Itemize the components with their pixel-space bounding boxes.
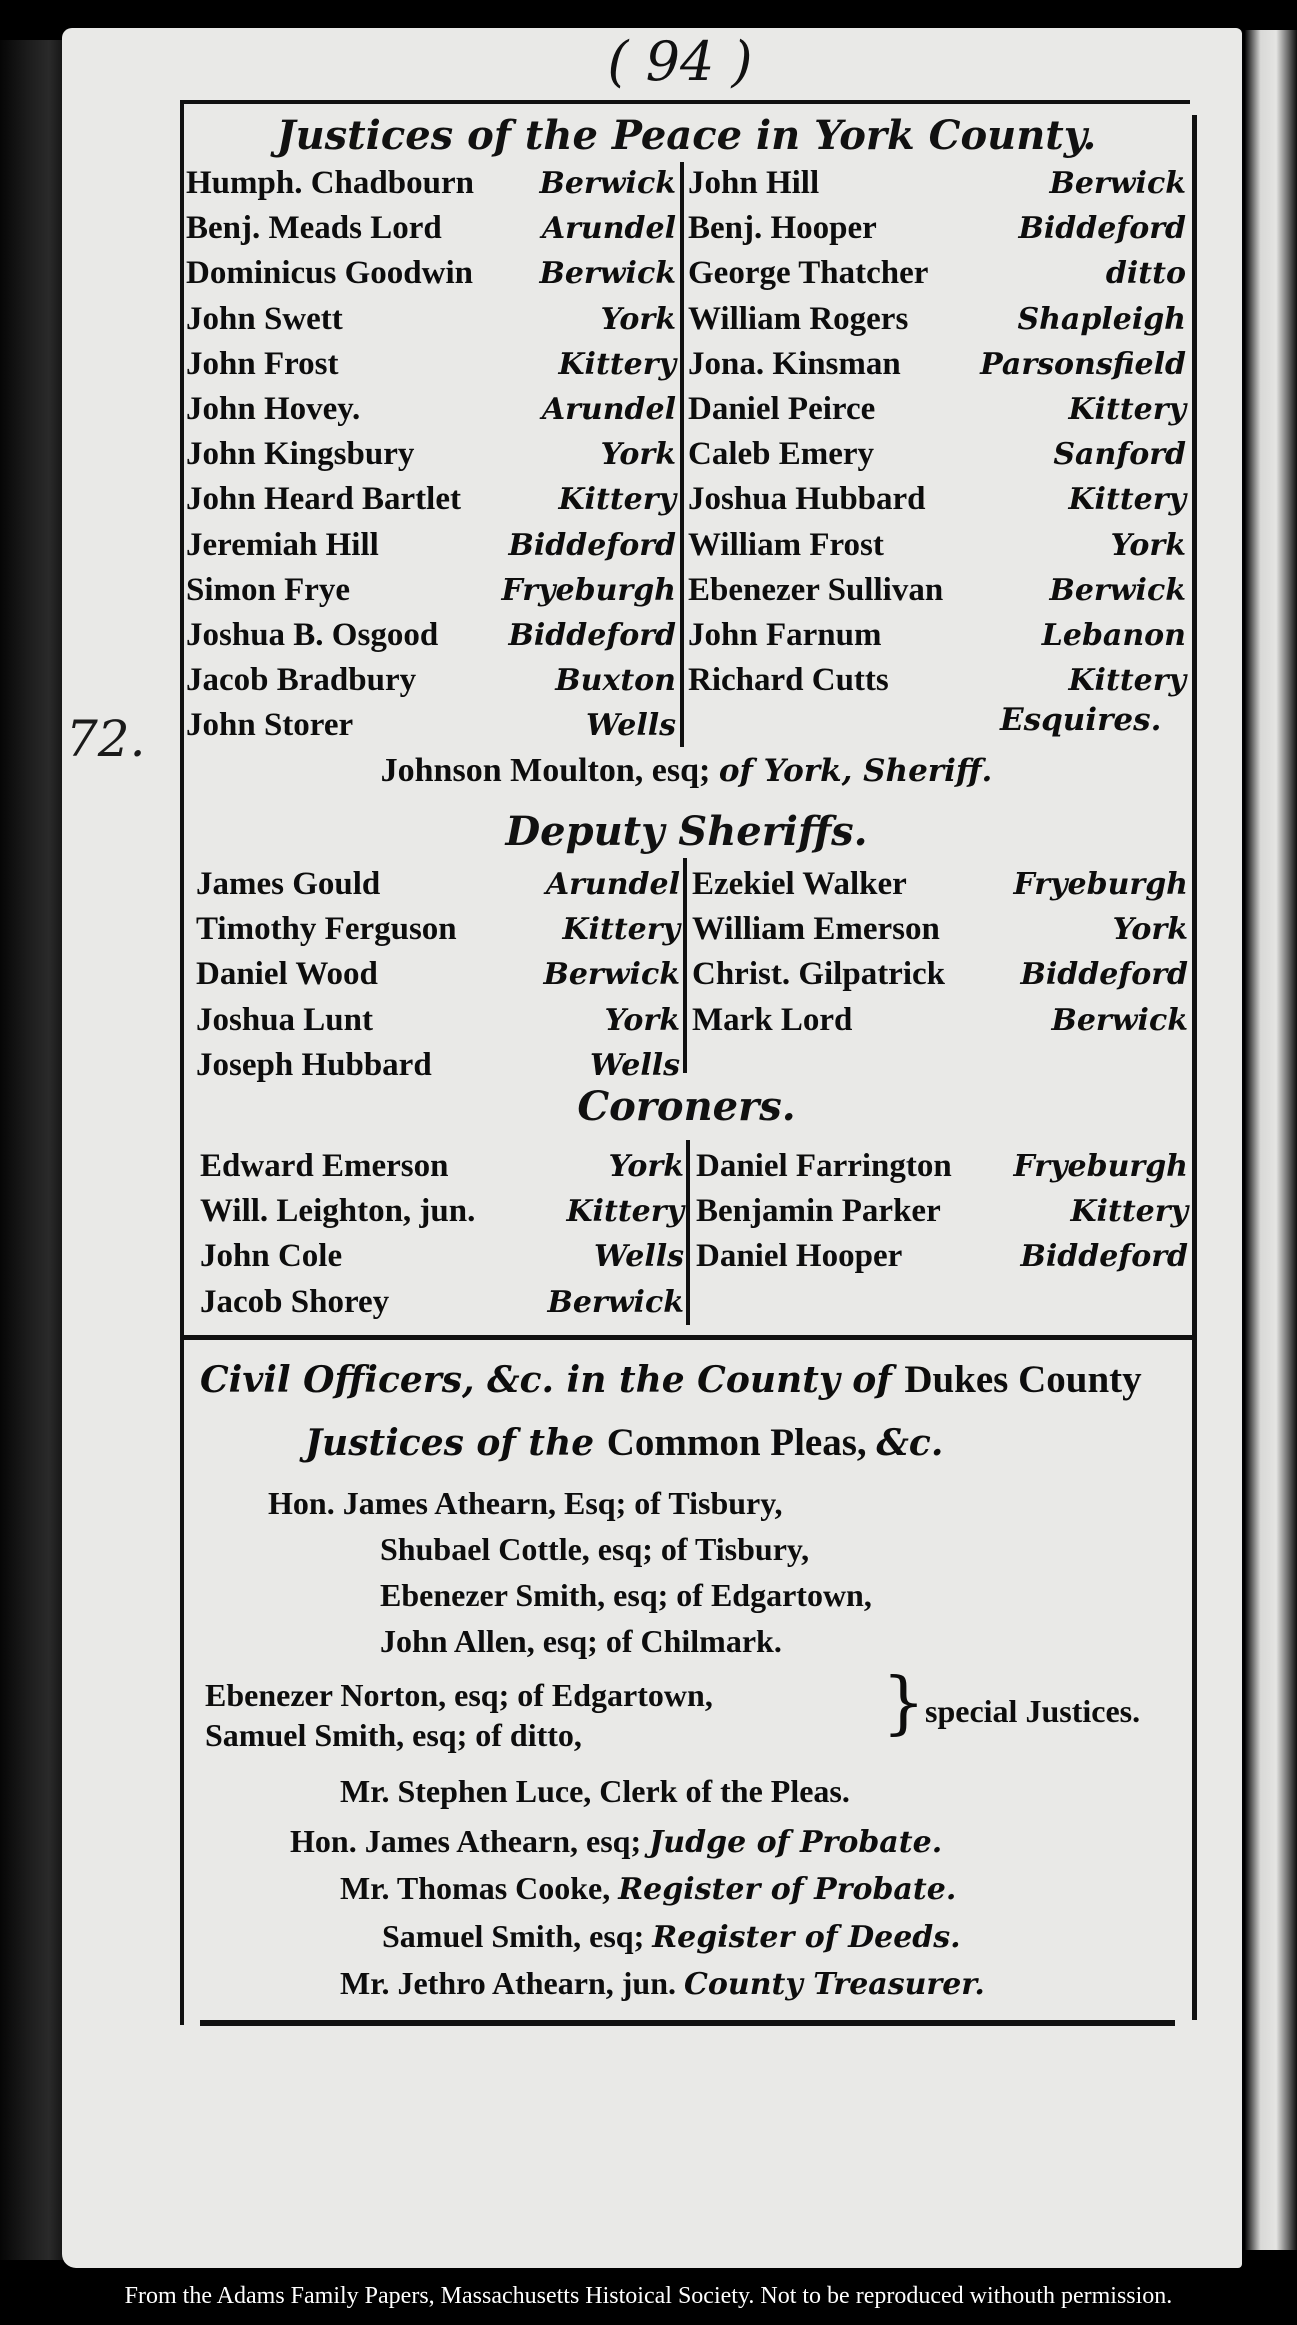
entry-row [186,527,676,572]
entry-name: Joshua B. Osgood [186,616,439,653]
entry-name: John Swett [186,300,343,337]
dukes-county-title [200,1357,1190,1402]
entry-place: ditto [1105,256,1186,292]
deputies-right-column [692,866,1188,1047]
coroners-right-column [696,1148,1188,1284]
entry-place: Biddeford [508,527,676,563]
entry-name: Christ. Gilpatrick [692,956,945,993]
officer-role: Judge of Probate. [649,1825,943,1860]
esquires-label: Esquires. [1000,702,1162,738]
special-justice-line: Ebenezer Norton, esq; of Edgartown, [205,1677,713,1713]
entry-name: Humph. Chadbourn [186,165,474,201]
entry-name: Daniel Peirce [688,390,876,427]
justice-line: Hon. James Athearn, Esq; of Tisbury, [268,1485,783,1521]
entry-name: Will. Leighton, jun. [200,1193,476,1230]
entry-name: Daniel Farrington [696,1148,952,1184]
entry-row [196,956,680,1001]
officer-role: Register of Probate. [618,1872,957,1907]
entry-place: Sanford [1053,437,1186,473]
entry-place: Biddeford [1020,1239,1188,1275]
entry-place: Parsonsfield [980,346,1186,382]
entry-name: Jacob Shorey [200,1283,390,1320]
entry-place: Berwick [539,166,676,201]
entry-place: Fryeburgh [1013,867,1188,902]
entry-row [186,617,676,662]
entry-row [688,255,1186,300]
officer-line [340,1965,985,2002]
entry-place: Buxton [555,663,676,699]
entry-name: Benj. Meads Lord [186,210,442,247]
coroners-heading: Coroners. [577,1083,796,1130]
column-divider-coroners [686,1140,690,1325]
entry-row [196,911,680,956]
entry-place: Fryeburgh [1013,1149,1188,1184]
entry-row [688,346,1186,391]
entry-row [186,255,676,300]
officer-line [382,1918,961,1955]
entry-name: William Emerson [692,911,940,948]
entry-place: Arundel [541,211,676,247]
entry-row [692,911,1188,956]
entry-place: Biddeford [508,617,676,653]
entry-name: John Storer [186,707,354,744]
table-frame-left [180,100,184,2025]
entry-name: Dominicus Goodwin [186,255,473,292]
entry-place: Arundel [545,867,680,902]
york-heading: Justices of the Peace in York County. [276,112,1097,159]
coroners-left-column [200,1148,684,1329]
book-spine-right [1245,30,1297,2250]
page-number: ( 94 ) [607,30,753,93]
entry-place: York [600,437,676,473]
entry-row [696,1148,1188,1193]
entry-place: Fryeburgh [501,572,676,608]
sheriff-role: of York, Sheriff. [718,753,993,789]
entry-name: Daniel Hooper [696,1238,903,1275]
entry-place: Berwick [1049,166,1186,201]
special-justice-line: Samuel Smith, esq; of ditto, [205,1717,582,1753]
entry-name: Benjamin Parker [696,1193,941,1230]
column-divider-york [680,162,684,747]
entry-name: John Farnum [688,616,882,653]
entry-row [688,391,1186,436]
entry-name: John Hovey. [186,390,361,427]
dukes-title-roman: Dukes County [904,1358,1142,1401]
entry-row [688,165,1186,210]
entry-name: Richard Cutts [688,662,889,699]
entry-name: William Rogers [688,300,909,337]
entry-name: George Thatcher [688,255,929,292]
justice-line: Shubael Cottle, esq; of Tisbury, [380,1531,810,1567]
officer-role: Register of Deeds. [652,1920,961,1955]
entry-place: Wells [585,708,676,744]
entry-name: John Hill [688,165,820,201]
entry-name: Daniel Wood [196,956,378,993]
entry-row [688,436,1186,481]
entry-name: Edward Emerson [200,1148,449,1184]
officer-line [340,1870,956,1907]
deputies-heading: Deputy Sheriffs. [505,808,868,855]
entry-place: Shapleigh [1017,301,1186,337]
entry-place: Berwick [547,1284,684,1320]
entry-place: Wells [589,1047,680,1083]
entry-place: Kittery [566,1194,684,1230]
entry-name: Simon Frye [186,571,351,608]
table-frame-bottom [200,2020,1175,2026]
entry-place: Kittery [1070,1194,1188,1230]
deputies-left-column [196,866,680,1092]
pleas-title-italic: Justices of the [305,1422,607,1464]
entry-place: Berwick [543,957,680,993]
entry-name: Timothy Ferguson [196,911,457,948]
entry-place: Arundel [541,391,676,427]
entry-row [186,301,676,346]
entry-row [688,210,1186,255]
entry-place: Kittery [1068,482,1186,518]
entry-place: York [1112,912,1188,948]
officer-name: Mr. Stephen Luce, Clerk of the Pleas. [340,1773,850,1809]
entry-place: Kittery [558,482,676,518]
york-left-column [186,165,676,752]
entry-name: Benj. Hooper [688,210,877,247]
entry-name: John Cole [200,1238,343,1275]
entry-row [186,572,676,617]
entry-place: Berwick [1051,1002,1188,1038]
entry-place: Wells [593,1239,684,1275]
entry-place: Berwick [539,256,676,292]
entry-row [200,1238,684,1283]
entry-place: York [600,301,676,337]
entry-name: Joshua Lunt [196,1001,374,1038]
entry-name: Caleb Emery [688,436,875,473]
entry-place: Berwick [1049,572,1186,608]
entry-place: York [604,1002,680,1038]
entry-name: John Kingsbury [186,436,415,473]
officer-line [340,1773,850,1810]
entry-place: Kittery [1068,663,1186,699]
entry-name: James Gould [196,866,381,902]
entry-row [186,165,676,210]
pleas-title-etc: &c. [876,1422,944,1464]
entry-row [692,956,1188,1001]
entry-place: Kittery [1068,391,1186,427]
entry-row [696,1238,1188,1283]
entry-row [688,572,1186,617]
officer-line [290,1823,942,1860]
entry-name: Ebenezer Sullivan [688,571,944,608]
entry-row [692,1002,1188,1047]
special-justices-label: special Justices. [925,1693,1141,1729]
justice-line: Ebenezer Smith, esq; of Edgartown, [380,1577,872,1613]
sheriff-name: Johnson Moulton, esq; [380,752,719,789]
entry-name: Ezekiel Walker [692,866,907,902]
entry-row [200,1148,684,1193]
entry-row [688,662,1186,707]
section-divider [182,1335,1192,1340]
entry-row [688,527,1186,572]
entry-place: Kittery [562,912,680,948]
entry-place: Kittery [558,346,676,382]
york-right-column [688,165,1186,707]
book-spine-left [0,40,70,2260]
officer-name: Mr. Thomas Cooke, [340,1870,619,1906]
entry-row [200,1284,684,1329]
entry-name: John Frost [186,345,339,382]
entry-row [196,866,680,911]
entry-row [186,391,676,436]
entry-name: Jona. Kinsman [688,345,901,382]
margin-note: 72. [66,710,146,768]
table-frame-right [1192,115,1197,2020]
entry-name: Jacob Bradbury [186,662,417,699]
entry-name: Mark Lord [692,1001,853,1038]
entry-row [688,481,1186,526]
entry-row [196,1002,680,1047]
entry-place: Biddeford [1018,211,1186,247]
entry-row [186,662,676,707]
sheriff-line [184,752,1189,790]
entry-name: Joshua Hubbard [688,481,926,518]
common-pleas-title [305,1420,943,1465]
entry-name: William Frost [688,526,884,563]
entry-row [186,210,676,255]
entry-row [186,346,676,391]
entry-row [692,866,1188,911]
entry-place: York [1110,527,1186,563]
entry-row [688,617,1186,662]
dukes-title-italic: Civil Officers, &c. in the County of [200,1359,905,1401]
officer-role: County Treasurer. [684,1967,985,2002]
pleas-title-roman: Common Pleas, [606,1421,877,1464]
column-divider-deputies [683,858,687,1073]
copyright-footer: From the Adams Family Papers, Massachusetts Histoical Society. Not to be reproduced withouth permission. [124,2283,1173,2309]
entry-row [186,481,676,526]
entry-name: John Heard Bartlet [186,481,461,518]
justice-line: John Allen, esq; of Chilmark. [380,1623,782,1659]
officer-name: Hon. James Athearn, esq; [290,1823,650,1859]
officer-name: Samuel Smith, esq; [382,1918,653,1954]
entry-place: Biddeford [1020,957,1188,993]
entry-name: Joseph Hubbard [196,1046,432,1083]
entry-row [186,707,676,752]
entry-place: Lebanon [1041,617,1186,653]
entry-row [186,436,676,481]
entry-row [688,301,1186,346]
brace-mark: } [882,1664,926,1743]
entry-place: York [608,1149,684,1184]
entry-row [200,1193,684,1238]
officer-name: Mr. Jethro Athearn, jun. [340,1965,684,2001]
entry-name: Jeremiah Hill [186,526,379,563]
entry-row [696,1193,1188,1238]
